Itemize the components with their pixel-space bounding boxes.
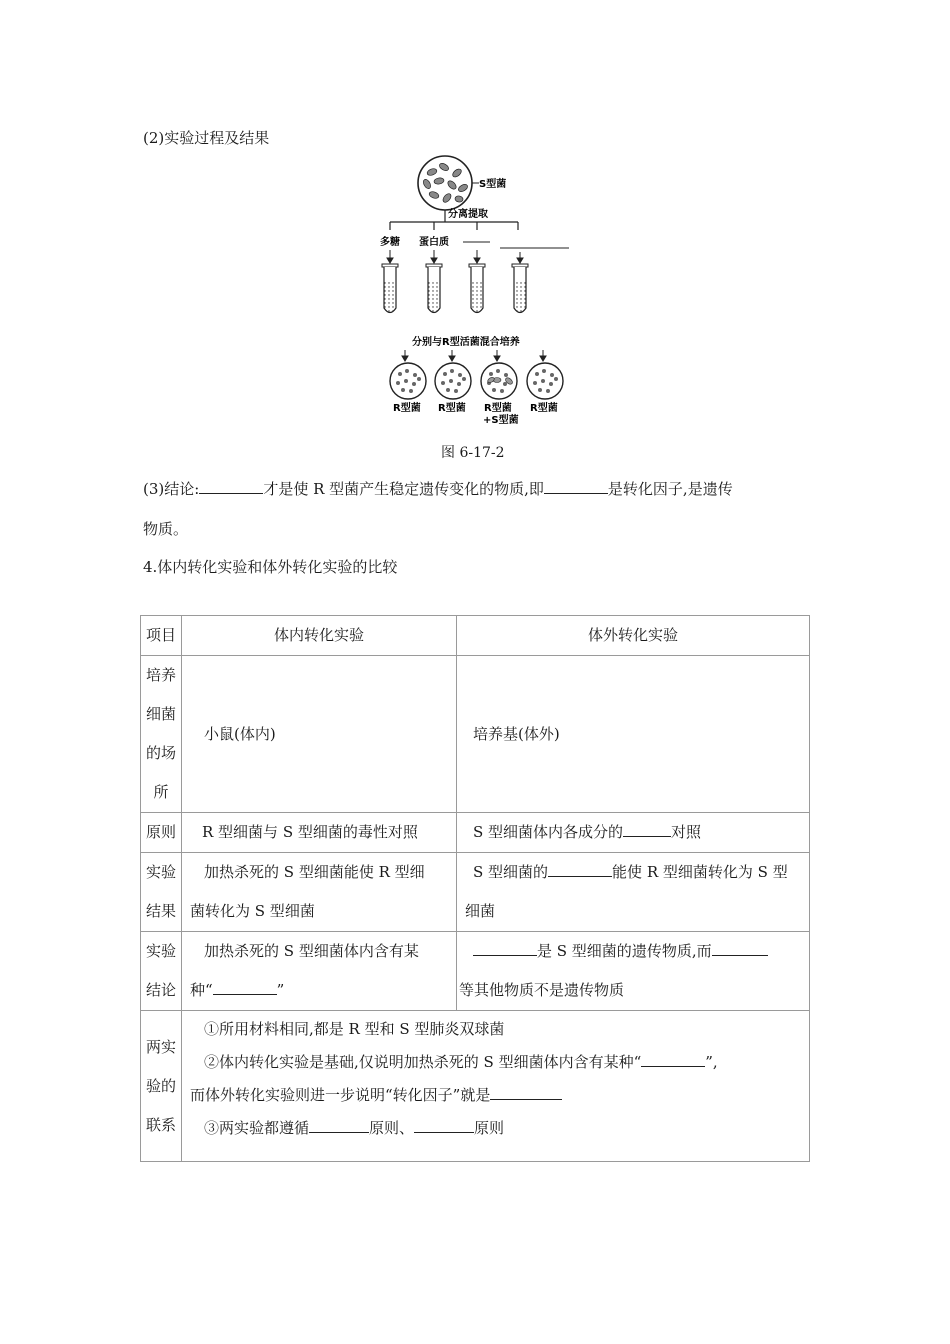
header-in-vivo: 体内转化实验 xyxy=(182,616,457,656)
place-in-vivo: 小鼠(体内) xyxy=(182,656,457,813)
conclusion-table-blank-2 xyxy=(473,941,537,956)
branch-label-polysaccharide: 多糖 xyxy=(380,237,400,248)
section-heading-2: (2)实验过程及结果 xyxy=(143,129,270,147)
relation-content: ①所用材料相同,都是 R 型和 S 型肺炎双球菌 ②体内转化实验是基础,仅说明加热杀死的 S 型细菌体内含有某种“ ”, 而体外转化实验则进一步说明“转化因子”就是 ③两实验都遵循 原则、 原则 xyxy=(182,1011,810,1162)
dish-label-4: R型菌 xyxy=(530,403,558,414)
conclusion-prefix: (3)结论: xyxy=(143,480,200,498)
result-dish-4 xyxy=(527,363,563,399)
conclusion-blank-2 xyxy=(544,479,608,494)
mix-label: 分别与R型活菌混合培养 xyxy=(412,337,520,348)
table-row-principle xyxy=(141,813,810,853)
comparison-table xyxy=(140,615,810,1162)
relation-blank-3 xyxy=(309,1118,369,1133)
conclusion-line-2: 物质。 xyxy=(143,520,189,538)
result-blank xyxy=(548,862,612,877)
table-row-result xyxy=(141,853,810,932)
experiment-diagram xyxy=(360,150,590,435)
relation-blank-4 xyxy=(414,1118,474,1133)
header-item: 项目 xyxy=(141,616,182,656)
relation-blank-1 xyxy=(641,1052,705,1067)
relation-blank-2 xyxy=(490,1085,562,1100)
result-dish-3 xyxy=(481,363,517,399)
result-dish-1 xyxy=(390,363,426,399)
dish-label-1: R型菌 xyxy=(393,403,421,414)
row-label-conclusion: 实验 结论 xyxy=(141,932,182,1011)
conclusion-blank-1 xyxy=(199,479,263,494)
separate-label: 分离提取 xyxy=(448,209,488,220)
table-row-conclusion xyxy=(141,932,810,1011)
conclusion-in-vitro: 是 S 型细菌的遗传物质,而 等其他物质不是遗传物质 xyxy=(457,932,810,1011)
row-label-place: 培养 细菌 的场 所 xyxy=(141,656,182,813)
branch-label-protein: 蛋白质 xyxy=(419,237,449,248)
row-label-relation: 两实 验的 联系 xyxy=(141,1011,182,1162)
s-bacteria-dish xyxy=(418,156,479,210)
header-in-vitro: 体外转化实验 xyxy=(457,616,810,656)
conclusion-in-vivo: 加热杀死的 S 型细菌体内含有某 种“ ” xyxy=(182,932,457,1011)
table-row-relation xyxy=(141,1011,810,1162)
conclusion-suffix: 是转化因子,是遗传 xyxy=(607,480,733,498)
dish-label-3: R型菌 xyxy=(484,403,512,414)
result-in-vivo: 加热杀死的 S 型细菌能使 R 型细 菌转化为 S 型细菌 xyxy=(182,853,457,932)
principle-blank xyxy=(623,822,671,837)
result-in-vitro: S 型细菌的 能使 R 型细菌转化为 S 型 细菌 xyxy=(457,853,810,932)
test-tube-2 xyxy=(426,264,442,313)
section-heading-4: 4.体内转化实验和体外转化实验的比较 xyxy=(143,558,398,576)
figure-caption: 图 6-17-2 xyxy=(441,445,505,461)
table-header-row xyxy=(141,616,810,656)
conclusion-table-blank-1 xyxy=(213,980,277,995)
principle-in-vivo: R 型细菌与 S 型细菌的毒性对照 xyxy=(182,813,457,853)
conclusion-line-1 xyxy=(143,478,733,499)
table-row-place xyxy=(141,656,810,813)
principle-in-vitro: S 型细菌体内各成分的 对照 xyxy=(457,813,810,853)
place-in-vitro: 培养基(体外) xyxy=(457,656,810,813)
row-label-principle: 原则 xyxy=(141,813,182,853)
test-tube-1 xyxy=(382,264,398,313)
conclusion-mid: 才是使 R 型菌产生稳定遗传变化的物质,即 xyxy=(263,480,544,498)
test-tube-4 xyxy=(512,264,528,313)
result-dish-2 xyxy=(435,363,471,399)
row-label-result: 实验 结果 xyxy=(141,853,182,932)
s-bacteria-label: S型菌 xyxy=(479,179,507,190)
dish-label-3b: +S型菌 xyxy=(483,415,519,426)
test-tube-3 xyxy=(469,264,485,313)
dish-label-2: R型菌 xyxy=(438,403,466,414)
conclusion-table-blank-3 xyxy=(712,941,768,956)
